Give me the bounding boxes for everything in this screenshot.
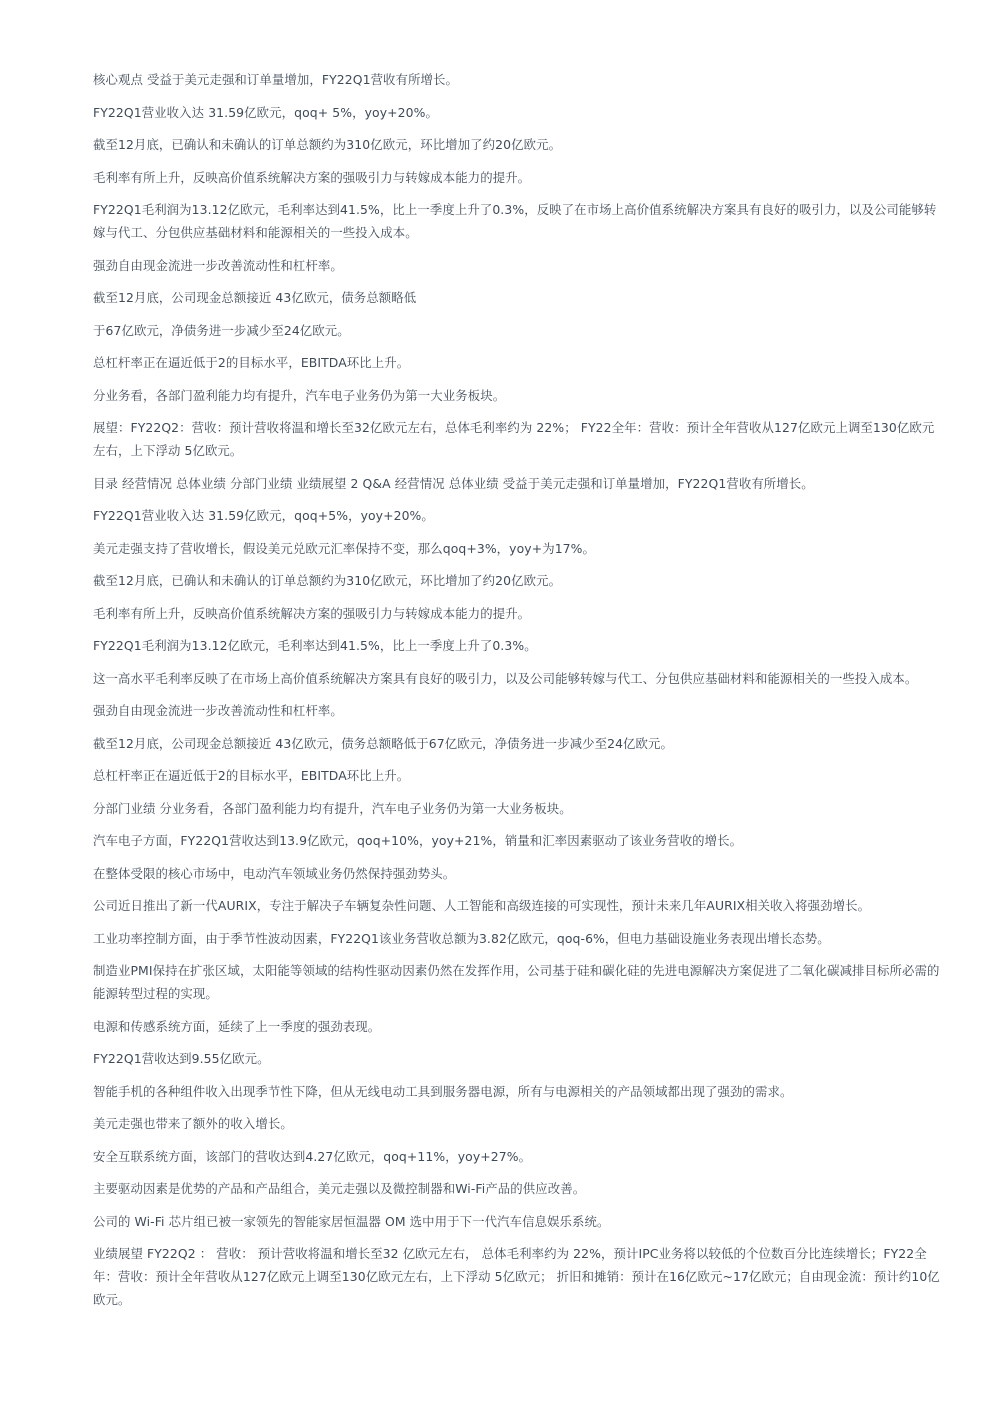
- paragraph: 毛利率有所上升，反映高价值系统解决方案的强吸引力与转嫁成本能力的提升。: [93, 169, 531, 185]
- paragraph: 美元走强支持了营收增长，假设美元兑欧元汇率保持不变，那么qoq+3%，yoy+为17%。: [93, 540, 596, 556]
- paragraph: 毛利率有所上升，反映高价值系统解决方案的强吸引力与转嫁成本能力的提升。: [93, 605, 531, 621]
- paragraph: 核心观点 受益于美元走强和订单量增加，FY22Q1营收有所增长。: [93, 72, 459, 87]
- paragraph: FY22Q1营业收入达 31.59亿欧元，qoq+ 5%，yoy+20%。: [93, 104, 438, 120]
- paragraph: 电源和传感系统方面，延续了上一季度的强劲表现。: [93, 1018, 381, 1034]
- paragraph: 制造业PMI保持在扩张区域，太阳能等领域的结构性驱动因素仍然在发挥作用，公司基于硅和碳化硅的先进电源解决方案促进了二氧化碳减排目标所必需的能源转型过程的实现。: [93, 963, 940, 1001]
- paragraph: 工业功率控制方面，由于季节性波动因素，FY22Q1该业务营收总额为3.82亿欧元，qoq-6%，但电力基础设施业务表现出增长态势。: [93, 930, 830, 946]
- paragraph: 主要驱动因素是优势的产品和产品组合，美元走强以及微控制器和Wi-Fi产品的供应改善。: [93, 1181, 586, 1196]
- paragraph: 截至12月底，已确认和未确认的订单总额约为310亿欧元，环比增加了约20亿欧元。: [93, 573, 562, 588]
- paragraph: 分业务看，各部门盈利能力均有提升，汽车电子业务仍为第一大业务板块。: [93, 387, 506, 403]
- paragraph: 总杠杆率正在逼近低于2的目标水平，EBITDA环比上升。: [93, 355, 410, 370]
- paragraph: FY22Q1毛利润为13.12亿欧元，毛利率达到41.5%，比上一季度上升了0.3%，反映了在市场上高价值系统解决方案具有良好的吸引力，以及公司能够转嫁与代工、分包供应基础材料和能源相关的一些投入成本。: [93, 202, 937, 240]
- paragraph: FY22Q1毛利润为13.12亿欧元，毛利率达到41.5%，比上一季度上升了0.3%。: [93, 638, 537, 653]
- paragraph: 截至12月底，公司现金总额接近 43亿欧元，债务总额略低于67亿欧元，净债务进一步减少至24亿欧元。: [93, 735, 674, 751]
- paragraph: 截至12月底，已确认和未确认的订单总额约为310亿欧元，环比增加了约20亿欧元。: [93, 137, 562, 152]
- paragraph: 美元走强也带来了额外的收入增长。: [93, 1116, 293, 1131]
- paragraph: 截至12月底，公司现金总额接近 43亿欧元，债务总额略低: [93, 290, 417, 305]
- paragraph: 在整体受限的核心市场中，电动汽车领域业务仍然保持强劲势头。: [93, 865, 456, 881]
- paragraph: 目录 经营情况 总体业绩 分部门业绩 业绩展望 2 Q&A 经营情况 总体业绩 受益于美元走强和订单量增加，FY22Q1营收有所增长。: [93, 475, 814, 491]
- paragraph: 强劲自由现金流进一步改善流动性和杠杆率。: [93, 257, 343, 273]
- paragraph: 强劲自由现金流进一步改善流动性和杠杆率。: [93, 703, 343, 718]
- paragraph: 分部门业绩 分业务看，各部门盈利能力均有提升，汽车电子业务仍为第一大业务板块。: [93, 800, 572, 816]
- paragraph: 展望：FY22Q2：营收：预计营收将温和增长至32亿欧元左右，总体毛利率约为 22%； FY22全年：营收：预计全年营收从127亿欧元上调至130亿欧元左右，上下浮动 5亿欧元。: [93, 420, 935, 458]
- paragraph: 这一高水平毛利率反映了在市场上高价值系统解决方案具有良好的吸引力，以及公司能够转嫁与代工、分包供应基础材料和能源相关的一些投入成本。: [93, 670, 918, 686]
- paragraph: 业绩展望 FY22Q2 ： 营收： 预计营收将温和增长至32 亿欧元左右， 总体毛利率约为 22%，预计IPC业务将以较低的个位数百分比连续增长；FY22全年：营收：预计全年营收从127亿欧元上调至130亿欧元左右，上下浮动 5亿欧元； 折旧和摊销：预计在16亿欧元~17亿欧元；自由现金流：预计约10亿欧元。: [93, 1246, 940, 1307]
- paragraph: 汽车电子方面，FY22Q1营收达到13.9亿欧元，qoq+10%，yoy+21%，销量和汇率因素驱动了该业务营收的增长。: [93, 833, 743, 848]
- paragraph: 公司的 Wi-Fi 芯片组已被一家领先的智能家居恒温器 OM 选中用于下一代汽车信息娱乐系统。: [93, 1213, 610, 1229]
- paragraph: FY22Q1营业收入达 31.59亿欧元，qoq+5%，yoy+20%。: [93, 508, 434, 523]
- paragraph: 公司近日推出了新一代AURIX，专注于解决子车辆复杂性问题、人工智能和高级连接的可实现性，预计未来几年AURIX相关收入将强劲增长。: [93, 898, 871, 913]
- paragraph: 智能手机的各种组件收入出现季节性下降，但从无线电动工具到服务器电源，所有与电源相关的产品领域都出现了强劲的需求。: [93, 1083, 793, 1099]
- paragraph: 安全互联系统方面，该部门的营收达到4.27亿欧元，qoq+11%，yoy+27%。: [93, 1148, 532, 1164]
- paragraph: 于67亿欧元，净债务进一步减少至24亿欧元。: [93, 322, 350, 338]
- document-body: [93, 68, 945, 1321]
- paragraph: 总杠杆率正在逼近低于2的目标水平，EBITDA环比上升。: [93, 768, 410, 783]
- paragraph: FY22Q1营收达到9.55亿欧元。: [93, 1051, 270, 1066]
